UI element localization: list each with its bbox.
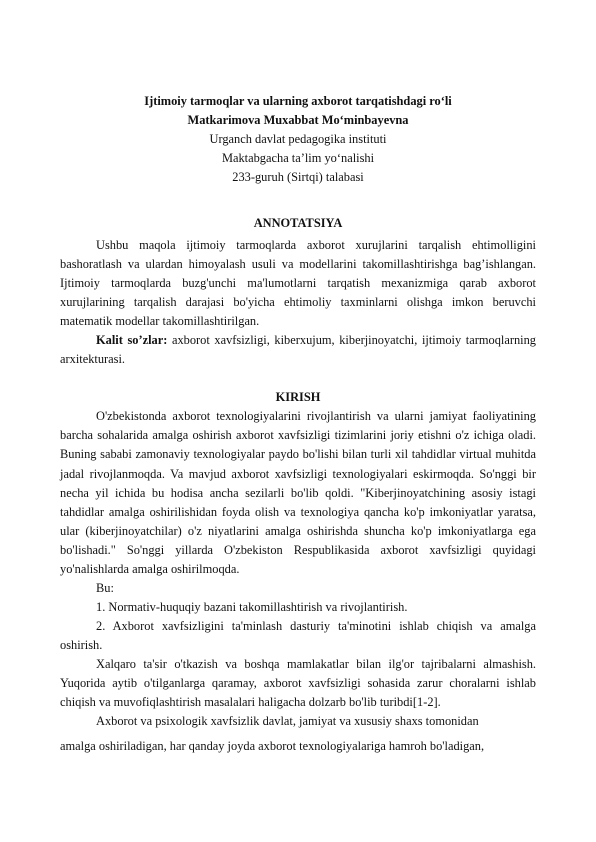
intro-paragraph-2: Bu: — [96, 580, 114, 595]
student-group: 233-guruh (Sirtqi) talabasi — [232, 170, 364, 184]
list-item-1: 1. Normativ-huquqiy bazani takomillashtirish va rivojlantirish. — [96, 599, 408, 614]
keywords-paragraph — [60, 331, 536, 369]
intro-heading: KIRISH — [275, 390, 321, 405]
keywords-list: axborot xavfsizligi, kiberxujum, kiberjinoyatchi, ijtimoiy tarmoqlarning arxitekturasi. — [60, 333, 536, 367]
document-body — [60, 236, 536, 756]
annotation-heading: ANNOTATSIYA — [253, 216, 343, 230]
intro-paragraph-3: Xalqaro ta'sir o'tkazish va boshqa mamlakatlar bilan ilg'or tajribalarni almashish. Yuqorida aytib o'tilganlarga qaramay, axborot xavfsizligi sohasida zarur choralarni ishlab chiqish va muvofiqlashtirish masalalari haligacha dolzarb bo'lib turibdi[1-2]. — [60, 656, 536, 710]
intro-paragraph-5: amalga oshiriladigan, har qanday joyda axborot texnologiyalariga hamroh bo'ladigan, — [60, 739, 485, 754]
annotation-text: Ushbu maqola ijtimoiy tarmoqlarda axborot xurujlarini tarqalish ehtimolligini bashoratlash va ulardan himoyalash usuli va modellarini takomillashtirishga bag’ishlangan. Ijtimoiy tarmoqlarda buzg'unchi ma'lumotlarni tarqatish mexanizmiga qarab axborot xurujlarining tarqalish darajasi bo'yicha ehtimoliy taxminlarni olishga imkon beruvchi matematik modellar takomillashtirilgan. — [60, 238, 536, 329]
institution: Urganch davlat pedagogika instituti — [209, 132, 387, 146]
keywords-label: Kalit so’zlar: — [96, 333, 168, 348]
author-name: Matkarimova Muxabbat Mo‘minbayevna — [187, 113, 409, 127]
list-item-2: 2. Axborot xavfsizligini ta'minlash dasturiy ta'minotini ishlab chiqish va amalga oshirish. — [60, 618, 536, 652]
department: Maktabgacha ta’lim yo‘nalishi — [221, 151, 375, 165]
paper-title: Ijtimoiy tarmoqlar va ularning axborot tarqatishdagi ro‘li — [144, 94, 452, 108]
intro-paragraph-1: O'zbekistonda axborot texnologiyalarini rivojlantirish va ularni jamiyat faoliyatining barcha sohalarida amalga oshirish axborot xavfsizligi tizimlarini joriy etishni o'z ichiga oladi. Buning sababi zamonaviy texnologiyalar paydo bo'lishi bilan turli xil tahdidlar virtual muhitda jadal rivojlanmoqda. Va mavjud axborot xavfsizligi texnologiyalari eskirmoqda. So'nggi bir necha yil ichida bu hodisa ancha sezilarli bo'lib qoldi. "Kiberjinoyatchining asosiy istagi tahdidlar amalga oshirilishidan foyda olish va texnologiya qancha ko'p imkoniyatlar yaratsa, ular (kiberjinoyatchilar) o'z niyatlarini amalga oshirishda shuncha ko'p imkoniyatlarga ega bo'lishadi." So'nggi yillarda O'zbekiston Respublikasida axborot xavfsizligi quyidagi yo'nalishlarda amalga oshirilmoqda. — [60, 409, 536, 576]
intro-paragraph-4: Axborot va psixologik xavfsizlik davlat, jamiyat va xususiy shaxs tomonidan — [96, 714, 479, 729]
